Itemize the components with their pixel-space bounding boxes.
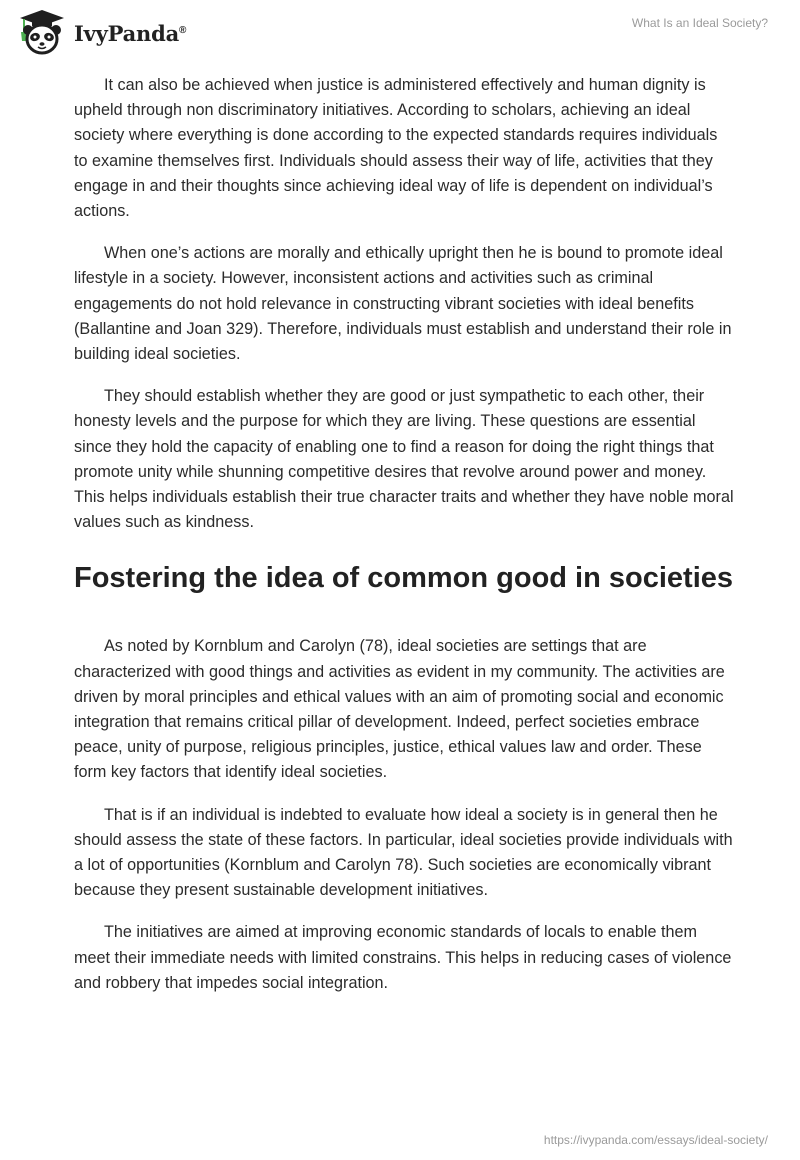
page-header xyxy=(0,0,800,60)
paragraph: That is if an individual is indebted to evaluate how ideal a society is in general then he should assess the state of these factors. In particular, ideal societies provide individuals with a lot of opportunities (Kornblum and Carolyn 78). Such societies are economically vibrant because they present sustainable development initiatives. xyxy=(74,805,733,900)
paragraph: When one’s actions are morally and ethically upright then he is bound to promote ideal lifestyle in a society. However, inconsistent actions and activities such as criminal engagements do not hold relevance in constructing vibrant societies with ideal benefits (Ballantine and Joan 329). Therefore, individuals must establish and understand their role in building ideal societies. xyxy=(74,244,732,364)
essay-content xyxy=(74,73,734,1013)
section-heading: Fostering the idea of common good in societies xyxy=(74,562,734,595)
panda-graduate-icon xyxy=(14,8,70,56)
paragraph: They should establish whether they are good or just sympathetic to each other, their honesty levels and the purpose for which they are living. These questions are essential since they hold the capacity of enabling one to find a reason for doing the right things that promote unity while shunning competitive desires that revolve around power and money. This helps individuals establish their true character traits and whether they have noble moral values such as kindness. xyxy=(74,387,734,532)
logo[interactable] xyxy=(14,8,186,56)
source-url[interactable]: https://ivypanda.com/essays/ideal-society/ xyxy=(543,1133,768,1147)
paragraph: The initiatives are aimed at improving economic standards of locals to enable them meet their immediate needs with limited constrains. This helps in reducing cases of violence and robbery that impedes social integration. xyxy=(74,923,732,992)
registered-mark: ® xyxy=(179,24,187,36)
document-title: What Is an Ideal Society? xyxy=(631,16,768,30)
paragraph: As noted by Kornblum and Carolyn (78), ideal societies are settings that are characterized with good things and activities as evident in my community. The activities are driven by moral principles and ethical values with an aim of promoting social and economic integration that remains critical pillar of development. Indeed, perfect societies embrace peace, unity of purpose, religious principles, justice, ethical values law and order. These form key factors that identify ideal societies. xyxy=(74,637,725,782)
paragraph: It can also be achieved when justice is administered effectively and human dignity is upheld through non discriminatory initiatives. According to scholars, achieving an ideal society where everything is done according to the expected standards requires individuals to examine themselves first. Individuals should assess their way of life, activities that they engage in and their thoughts since achieving ideal way of life is dependent on individual’s actions. xyxy=(74,76,718,221)
logo-text: IvyPanda® xyxy=(74,20,187,46)
